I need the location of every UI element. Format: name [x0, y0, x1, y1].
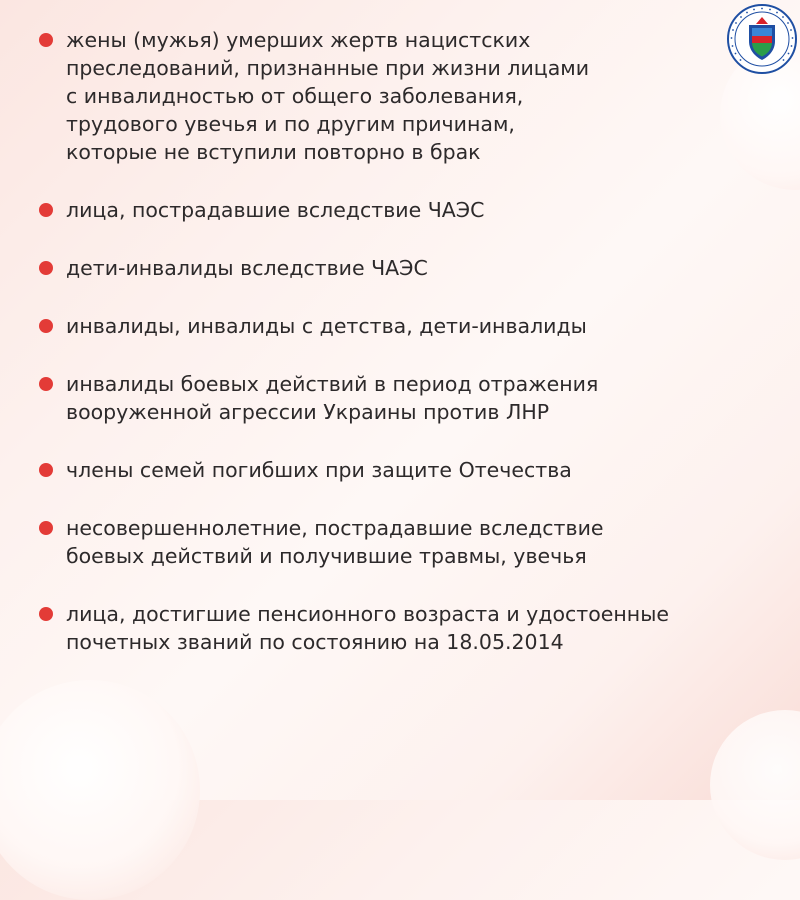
- bullet-icon: [39, 377, 53, 391]
- list-item-text: которые не вступили повторно в брак: [66, 140, 481, 164]
- list-item-text: дети-инвалиды вследствие ЧАЭС: [66, 256, 428, 280]
- list-item: [38, 312, 778, 340]
- bullet-icon: [39, 203, 53, 217]
- bullet-icon: [39, 319, 53, 333]
- list-item-text: трудового увечья и по другим причинам,: [66, 112, 515, 136]
- list-item-text: почетных званий по состоянию на 18.05.2014: [66, 630, 564, 654]
- bullet-icon: [39, 33, 53, 47]
- list-item: [38, 600, 778, 656]
- list-item-text: преследований, признанные при жизни лицами: [66, 56, 590, 80]
- list-item-text: жены (мужья) умерших жертв нацистских: [66, 28, 531, 52]
- list-item-text: вооруженной агрессии Украины против ЛНР: [66, 400, 550, 424]
- list-item-text: несовершеннолетние, пострадавшие вследствие: [66, 516, 604, 540]
- list-item-text: боевых действий и получившие травмы, увечья: [66, 544, 587, 568]
- list-item-text: с инвалидностью от общего заболевания,: [66, 84, 524, 108]
- decor-circle-bottom-left: [0, 680, 200, 900]
- list-item: [38, 456, 778, 484]
- list-item-text: инвалиды, инвалиды с детства, дети-инвалиды: [66, 314, 587, 338]
- list-item: [38, 514, 778, 570]
- list-item-text: инвалиды боевых действий в период отражения: [66, 372, 599, 396]
- decor-circle-bottom-right: [710, 710, 800, 860]
- bullet-icon: [39, 261, 53, 275]
- list-item: [38, 370, 778, 426]
- list-item: [38, 196, 778, 224]
- list-item-text: лица, пострадавшие вследствие ЧАЭС: [66, 198, 485, 222]
- list-item: [38, 254, 778, 282]
- bullet-icon: [39, 463, 53, 477]
- list-item: [38, 26, 778, 166]
- list-item-text: лица, достигшие пенсионного возраста и удостоенные: [66, 602, 669, 626]
- bullet-icon: [39, 521, 53, 535]
- bullet-icon: [39, 607, 53, 621]
- list-item-text: члены семей погибших при защите Отечества: [66, 458, 572, 482]
- beneficiary-list: [38, 26, 778, 686]
